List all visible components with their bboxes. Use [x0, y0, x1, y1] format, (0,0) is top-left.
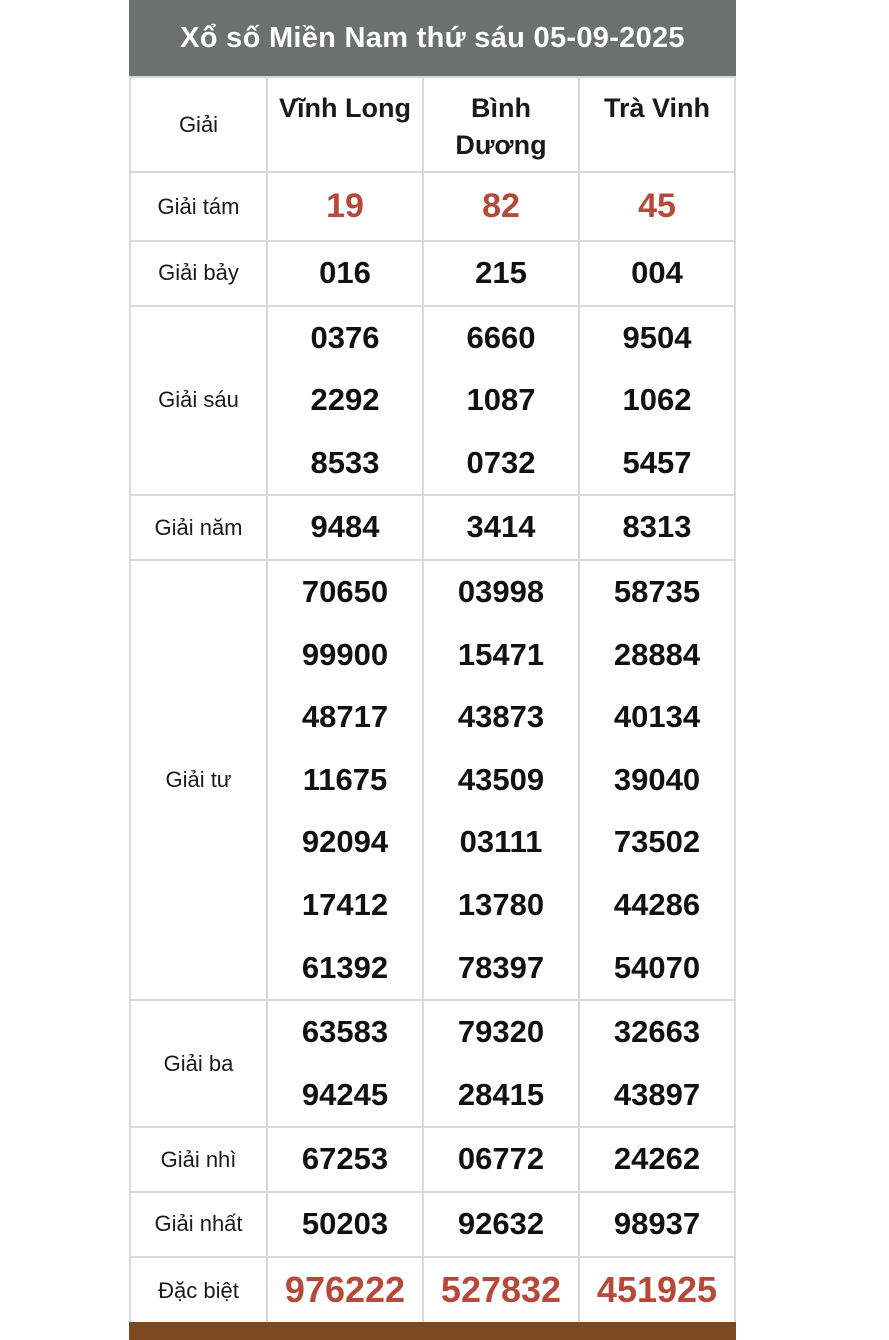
winning-number: 48717	[301, 699, 389, 735]
winning-number: 5457	[622, 444, 692, 480]
winning-number: 2292	[310, 382, 380, 418]
prize-cell	[267, 1127, 423, 1192]
prize-cell	[423, 306, 579, 496]
winning-number: 17412	[301, 886, 389, 922]
prize-row	[130, 241, 735, 306]
winning-number: 24262	[613, 1141, 701, 1177]
winning-number: 215	[475, 255, 527, 290]
province-vinh-long: Vĩnh Long	[267, 77, 423, 172]
winning-number: 82	[482, 187, 520, 226]
winning-number: 70650	[301, 573, 389, 609]
page-title: Xổ số Miền Nam thứ sáu 05-09-2025	[129, 0, 736, 76]
prize-cell	[579, 172, 735, 241]
winning-number: 451925	[596, 1269, 718, 1311]
prize-cell	[267, 306, 423, 496]
winning-number: 004	[631, 255, 683, 290]
winning-number: 73502	[613, 824, 701, 860]
winning-number: 1087	[466, 382, 536, 418]
winning-number: 92632	[457, 1205, 545, 1241]
prize-label: Giải sáu	[130, 306, 267, 496]
winning-number: 0376	[310, 319, 380, 355]
province-tra-vinh: Trà Vinh	[579, 77, 735, 172]
prize-header: Giải	[130, 77, 267, 172]
prize-label: Giải tư	[130, 560, 267, 1000]
winning-number: 03111	[459, 824, 543, 860]
prize-label: Giải bảy	[130, 241, 267, 306]
prize-row	[130, 1127, 735, 1192]
prize-row	[130, 1257, 735, 1325]
results-table	[129, 76, 736, 1326]
winning-number: 79320	[457, 1014, 545, 1050]
prize-cell	[423, 1257, 579, 1325]
winning-number: 6660	[466, 319, 536, 355]
winning-number: 28415	[457, 1076, 545, 1112]
winning-number: 43897	[613, 1076, 701, 1112]
winning-number: 06772	[457, 1141, 545, 1177]
winning-number: 78397	[457, 949, 545, 985]
winning-number: 1062	[622, 382, 692, 418]
winning-number: 43873	[457, 699, 545, 735]
prize-row	[130, 1192, 735, 1257]
winning-number: 67253	[301, 1141, 389, 1177]
prize-cell	[579, 241, 735, 306]
prize-cell	[267, 241, 423, 306]
winning-number: 61392	[301, 949, 389, 985]
prize-cell	[579, 1127, 735, 1192]
prize-row	[130, 495, 735, 560]
prize-cell	[423, 1000, 579, 1127]
prize-cell	[267, 560, 423, 1000]
winning-number: 40134	[613, 699, 701, 735]
prize-cell	[267, 172, 423, 241]
winning-number: 976222	[284, 1269, 406, 1311]
prize-cell	[579, 495, 735, 560]
winning-number: 54070	[613, 949, 701, 985]
winning-number: 9504	[622, 319, 692, 355]
winning-number: 94245	[301, 1076, 389, 1112]
winning-number: 92094	[301, 824, 389, 860]
prize-label: Đặc biệt	[130, 1257, 267, 1325]
prize-row	[130, 172, 735, 241]
results-sheet	[129, 0, 736, 1326]
prize-cell	[267, 1192, 423, 1257]
winning-number: 43509	[457, 761, 545, 797]
prize-cell	[267, 1000, 423, 1127]
winning-number: 13780	[457, 886, 545, 922]
winning-number: 58735	[613, 573, 701, 609]
prize-row	[130, 560, 735, 1000]
winning-number: 39040	[613, 761, 701, 797]
prize-cell	[267, 495, 423, 560]
prize-cell	[423, 172, 579, 241]
winning-number: 527832	[440, 1269, 562, 1311]
prize-label: Giải năm	[130, 495, 267, 560]
winning-number: 44286	[613, 886, 701, 922]
winning-number: 9484	[310, 509, 380, 545]
winning-number: 63583	[301, 1014, 389, 1050]
prize-row	[130, 1000, 735, 1127]
winning-number: 016	[319, 255, 371, 290]
prize-label: Giải nhất	[130, 1192, 267, 1257]
prize-cell	[267, 1257, 423, 1325]
prize-cell	[423, 495, 579, 560]
winning-number: 50203	[301, 1205, 389, 1241]
winning-number: 3414	[466, 509, 536, 545]
prize-cell	[423, 241, 579, 306]
winning-number: 28884	[613, 636, 701, 672]
prize-cell	[423, 560, 579, 1000]
province-binh-duong: Bình Dương	[423, 77, 579, 172]
prize-cell	[579, 1257, 735, 1325]
winning-number: 32663	[613, 1014, 701, 1050]
winning-number: 11675	[302, 761, 388, 797]
winning-number: 98937	[613, 1205, 701, 1241]
winning-number: 15471	[457, 636, 545, 672]
winning-number: 19	[326, 187, 364, 226]
prize-cell	[579, 1000, 735, 1127]
winning-number: 45	[638, 187, 676, 226]
winning-number: 99900	[301, 636, 389, 672]
prize-cell	[423, 1127, 579, 1192]
winning-number: 8533	[310, 444, 380, 480]
header-row	[130, 77, 735, 172]
prize-cell	[579, 306, 735, 496]
prize-label: Giải ba	[130, 1000, 267, 1127]
winning-number: 0732	[466, 444, 536, 480]
prize-row	[130, 306, 735, 496]
prize-cell	[579, 560, 735, 1000]
winning-number: 8313	[622, 509, 692, 545]
prize-label: Giải tám	[130, 172, 267, 241]
prize-cell	[579, 1192, 735, 1257]
prize-cell	[423, 1192, 579, 1257]
prize-label: Giải nhì	[130, 1127, 267, 1192]
winning-number: 03998	[457, 573, 545, 609]
bottom-bar	[129, 1322, 736, 1340]
